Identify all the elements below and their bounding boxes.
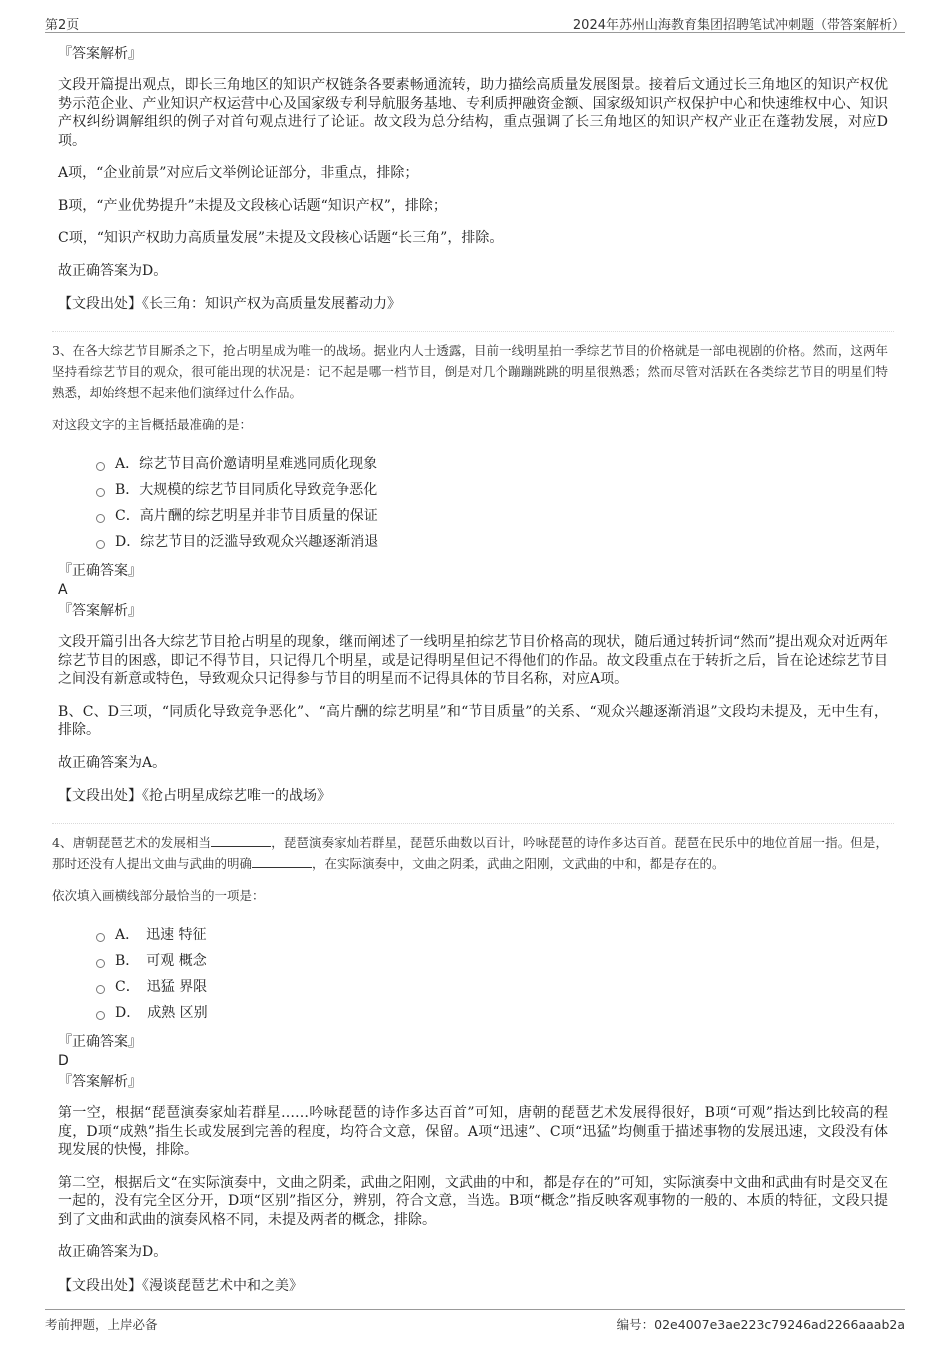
analysis-paragraph: B项，“产业优势提升”未提及文段核心话题“知识产权”，排除； bbox=[58, 197, 447, 214]
source-label: 【文段出处】 bbox=[58, 296, 142, 312]
analysis-label: 『答案解析』 bbox=[58, 1074, 142, 1090]
option-d[interactable] bbox=[96, 1000, 888, 1026]
option-label: B． 可观 概念 bbox=[115, 953, 207, 969]
page-footer bbox=[45, 1309, 905, 1336]
question-divider bbox=[52, 331, 894, 332]
question-4-prompt: 依次填入画横线部分最恰当的一项是： bbox=[52, 888, 265, 903]
option-c[interactable] bbox=[96, 974, 888, 1000]
document-title: 2024年苏州山海教育集团招聘笔试冲刺题（带答案解析） bbox=[572, 18, 905, 33]
option-label: C． 迅猛 界限 bbox=[115, 979, 208, 995]
analysis-paragraph: 第一空，根据“琵琶演奏家灿若群星……吟咏琵琶的诗作多达百首”可知，唐朝的琵琶艺术发展得很好，B项“可观”指达到比较高的程度，D项“成熟”指生长或发展到完善的程度，均符合文意，保留。A项“迅速”、C项“迅猛”均侧重于描述事物的发展迅速，文段没有体现发展的快慢，排除。 bbox=[58, 1105, 888, 1158]
question-3-text: 3、在各大综艺节目厮杀之下，抢占明星成为唯一的战场。据业内人士透露，目前一线明星拍一季综艺节目的价格就是一部电视剧的价格。然而，这两年坚持看综艺节目的观众，很可能出现的状况是：记不起是哪一档节目，倒是对几个蹦蹦跳跳的明星很熟悉；然而尽管对活跃在各类综艺节目的明星们特熟悉，却始终想不起来他们演绎过什么作品。 bbox=[52, 343, 888, 400]
source-title: 《漫谈琵琶艺术中和之美》 bbox=[142, 1277, 303, 1294]
radio-button[interactable] bbox=[96, 540, 105, 549]
analysis-paragraph: 故正确答案为A。 bbox=[58, 754, 167, 771]
option-a[interactable] bbox=[96, 451, 888, 477]
option-label: A． 迅速 特征 bbox=[115, 927, 207, 943]
radio-button[interactable] bbox=[96, 1011, 105, 1020]
passage-source bbox=[58, 294, 888, 314]
option-b[interactable] bbox=[96, 948, 888, 974]
passage-source bbox=[58, 786, 888, 806]
source-title: 《抢占明星成综艺唯一的战场》 bbox=[142, 788, 331, 804]
correct-answer-value: A bbox=[58, 582, 68, 598]
correct-answer-value: D bbox=[58, 1053, 69, 1069]
source-label: 【文段出处】 bbox=[58, 1277, 142, 1294]
analysis-paragraph: 文段开篇引出各大综艺节目抢占明星的现象，继而阐述了一线明星拍综艺节目价格高的现状，随后通过转折词“然而”提出观众对近两年综艺节目的困惑，即记不得节目，只记得几个明星，或是记得明星但记不得他们的作品。故文段重点在于转折之后，旨在论述综艺节目之间没有新意或特色，导致观众只记得参与节目的明星而不记得具体的节目名称，对应A项。 bbox=[58, 634, 888, 687]
fill-blank bbox=[252, 853, 312, 868]
passage-source bbox=[58, 1276, 888, 1296]
option-label: A．综艺节目高价邀请明星难逃同质化现象 bbox=[115, 456, 378, 472]
question-3-options bbox=[96, 451, 888, 555]
radio-button[interactable] bbox=[96, 514, 105, 523]
analysis-paragraph: 第二空，根据后文“在实际演奏中，文曲之阴柔，武曲之阳刚，文武曲的中和，都是存在的”可知，实际演奏中文曲和武曲有时是交叉在一起的，没有完全区分开，D项“区别”指区分，辨别，符合文意，当选。B项“概念”指反映客观事物的一般的、本质的特征，文段只提到了文曲和武曲的演奏风格不同，未提及两者的概念，排除。 bbox=[58, 1174, 888, 1228]
page-header bbox=[45, 12, 905, 33]
correct-answer-label: 『正确答案』 bbox=[58, 1034, 142, 1050]
analysis-paragraph: 文段开篇提出观点，即长三角地区的知识产权链条各要素畅通流转，助力描绘高质量发展图景。接着后文通过长三角地区的知识产权优势示范企业、产业知识产权运营中心及国家级专利导航服务基地、专利质押融资金额、国家级知识产权保护中心和快速维权中心、知识产权纠纷调解组织的例子对首句观点进行了论证。故文段为总分结构，重点强调了长三角地区的知识产权产业正在蓬勃发展，对应D项。 bbox=[58, 77, 888, 149]
radio-button[interactable] bbox=[96, 959, 105, 968]
option-a[interactable] bbox=[96, 922, 888, 948]
question-3-prompt: 对这段文字的主旨概括最准确的是： bbox=[52, 417, 253, 432]
source-label: 【文段出处】 bbox=[58, 788, 142, 804]
analysis-paragraph: B、C、D三项，“同质化导致竞争恶化”、“高片酬的综艺明星”和“节目质量”的关系、“观众兴趣逐渐消退”文段均未提及，无中生有，排除。 bbox=[58, 703, 888, 738]
document-code: 编号：02e4007e3ae223c79246ad2266aaab2a bbox=[616, 1317, 905, 1332]
analysis-paragraph: C项，“知识产权助力高质量发展”未提及文段核心话题“长三角”，排除。 bbox=[58, 230, 504, 246]
radio-button[interactable] bbox=[96, 462, 105, 471]
option-b[interactable] bbox=[96, 477, 888, 503]
question-divider bbox=[52, 823, 894, 824]
radio-button[interactable] bbox=[96, 933, 105, 942]
analysis-paragraph: 故正确答案为D。 bbox=[58, 262, 168, 279]
page-content bbox=[52, 44, 888, 1296]
question-4-options bbox=[96, 922, 888, 1026]
option-c[interactable] bbox=[96, 503, 888, 529]
footer-slogan: 考前押题，上岸必备 bbox=[45, 1317, 158, 1332]
source-title: 《长三角：知识产权为高质量发展蓄动力》 bbox=[142, 296, 401, 312]
fill-blank bbox=[211, 832, 271, 847]
radio-button[interactable] bbox=[96, 488, 105, 497]
analysis-label: 『答案解析』 bbox=[58, 46, 142, 62]
option-label: C．高片酬的综艺明星并非节目质量的保证 bbox=[115, 508, 378, 524]
analysis-paragraph: 故正确答案为D。 bbox=[58, 1244, 168, 1260]
analysis-paragraph: A项，“企业前景”对应后文举例论证部分，非重点，排除； bbox=[58, 165, 419, 181]
option-label: D． 成熟 区别 bbox=[115, 1005, 208, 1021]
page-number: 第2页 bbox=[45, 18, 80, 33]
correct-answer-label: 『正确答案』 bbox=[58, 563, 142, 579]
option-label: D．综艺节目的泛滥导致观众兴趣逐渐消退 bbox=[115, 534, 379, 550]
option-d[interactable] bbox=[96, 529, 888, 555]
option-label: B．大规模的综艺节目同质化导致竞争恶化 bbox=[115, 482, 378, 498]
question-4-text: 4、唐朝琵琶艺术的发展相当 ，琵琶演奏家灿若群星，琵琶乐曲数以百计，吟咏琵琶的诗作多达百首。琵琶在民乐中的地位首屈一指。但是，那时还没有人提出文曲与武曲的明确 ，在实际演奏中，文曲之阴柔，武曲之阳刚，文武曲的中和，都是存在的。 bbox=[52, 832, 888, 874]
analysis-label: 『答案解析』 bbox=[58, 603, 142, 619]
radio-button[interactable] bbox=[96, 985, 105, 994]
